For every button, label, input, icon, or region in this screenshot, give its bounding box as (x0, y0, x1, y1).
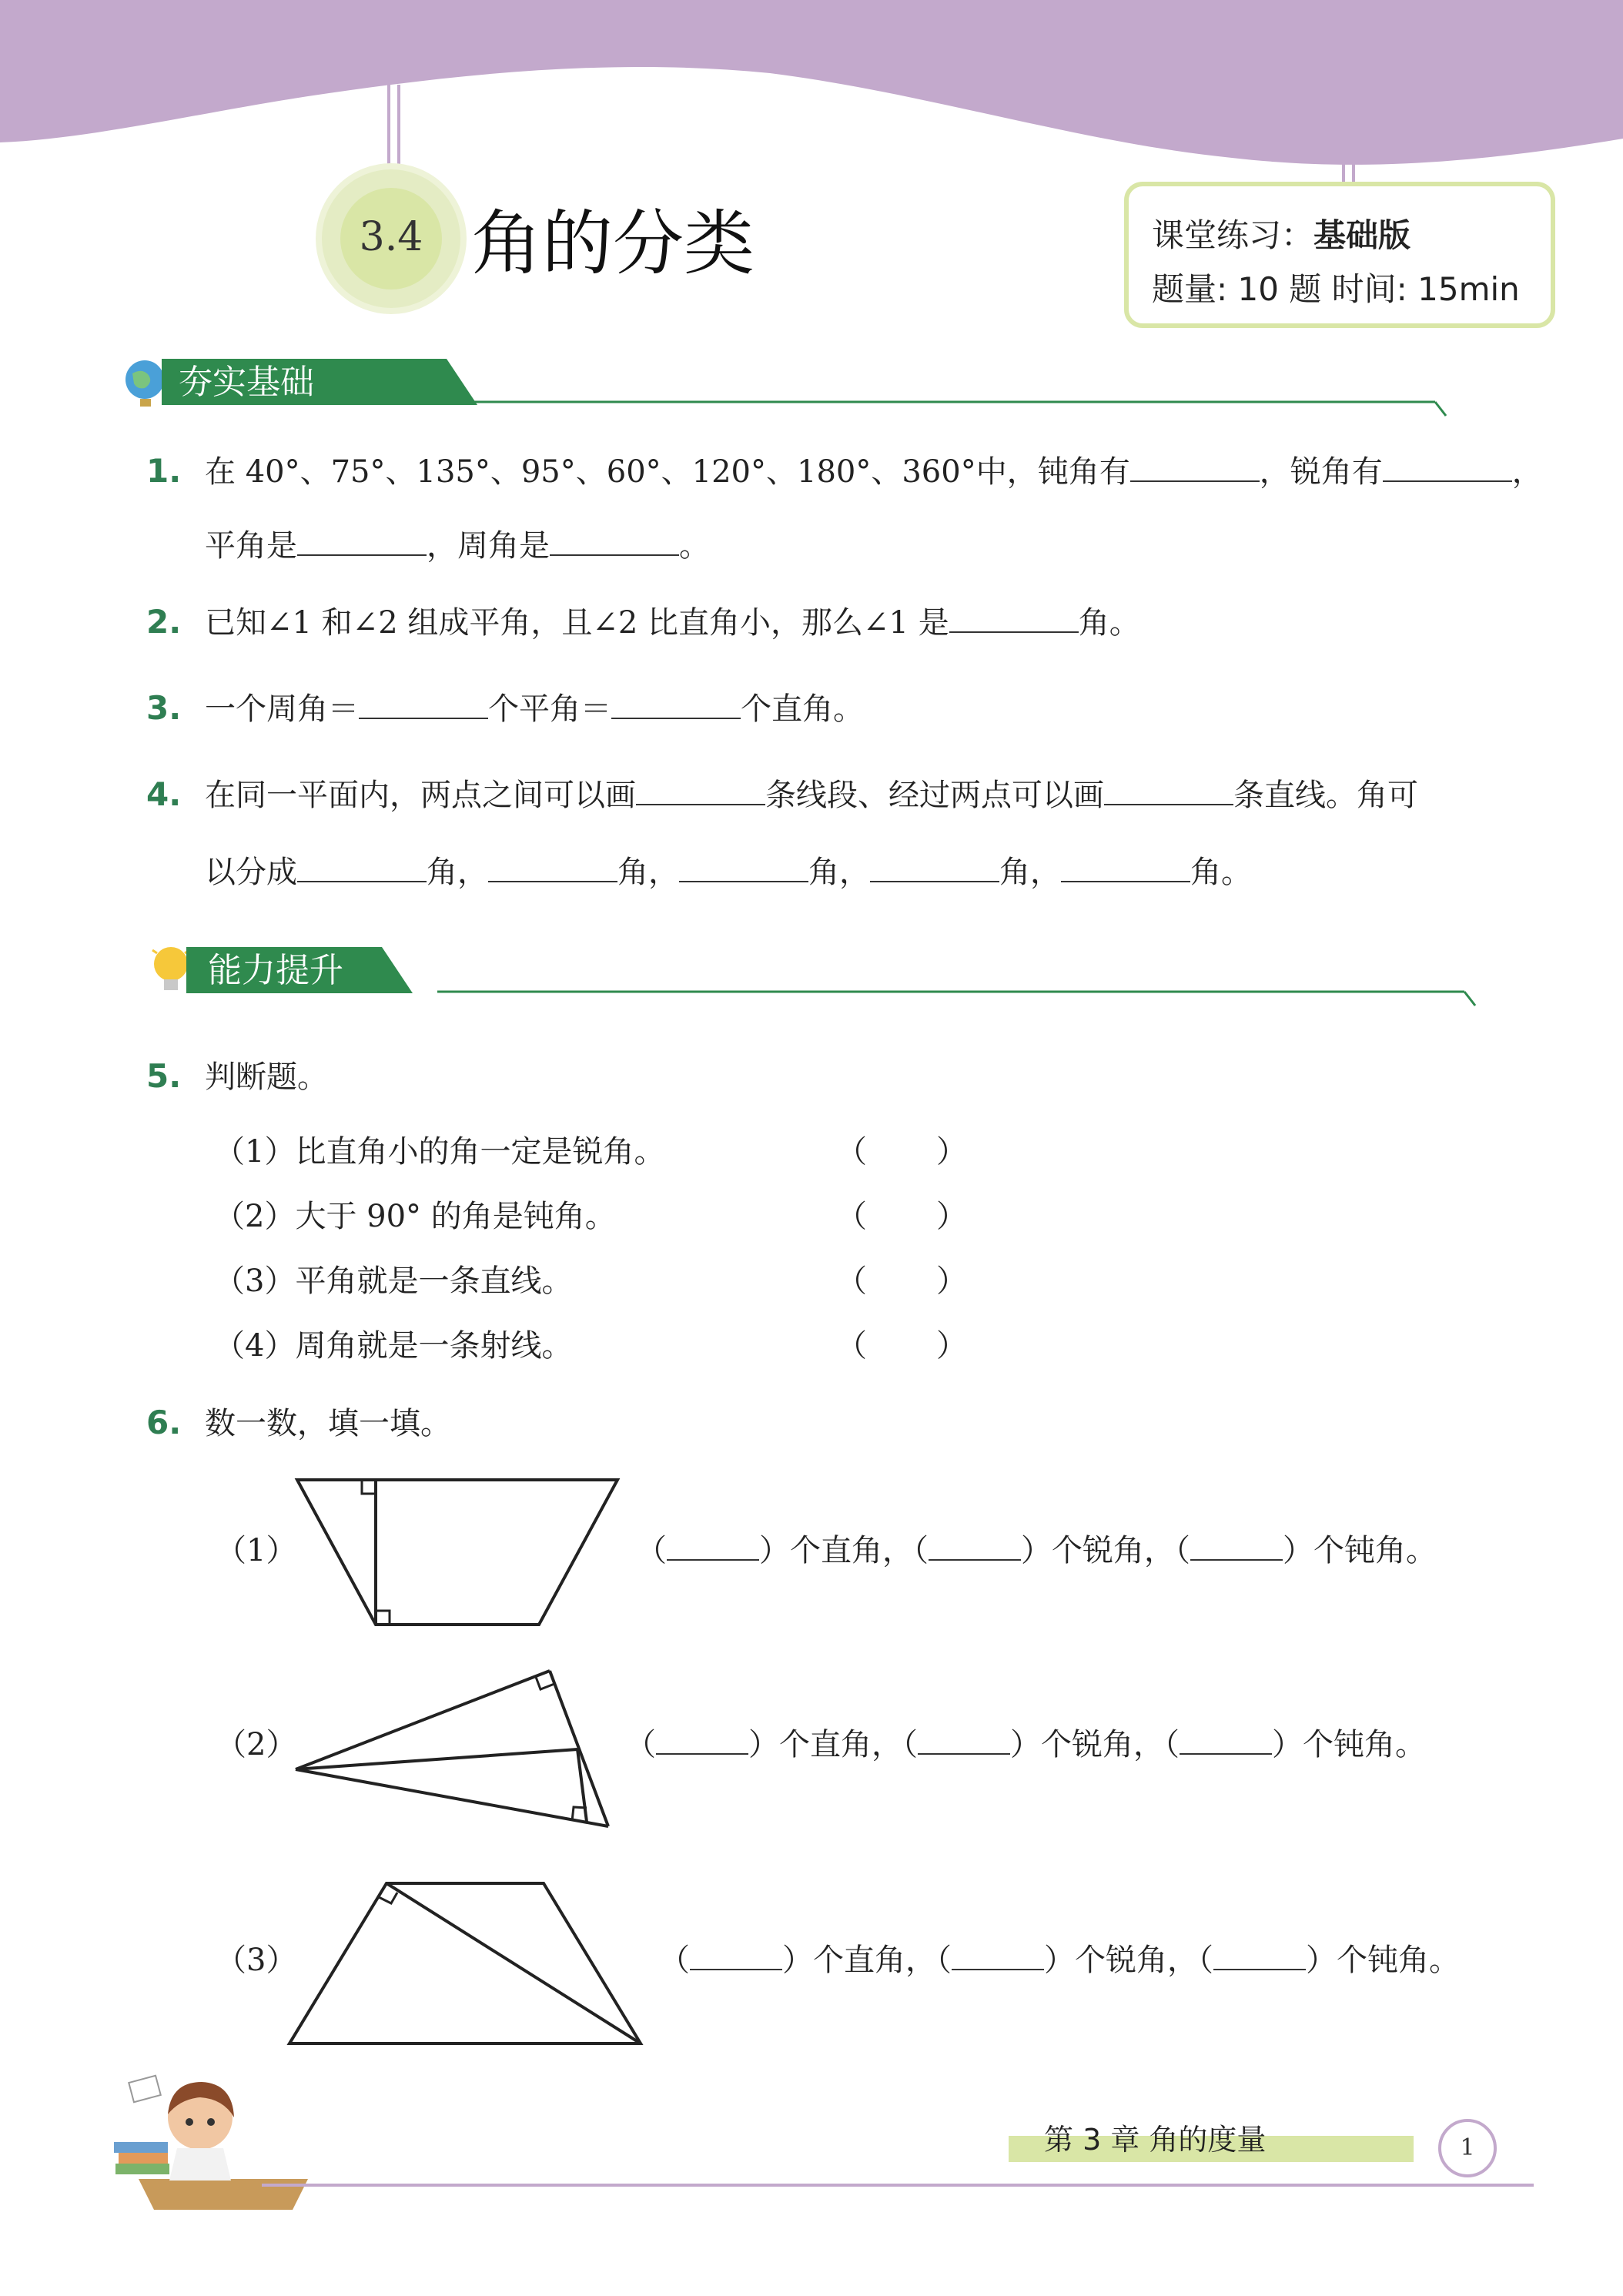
page-number-badge (1438, 2119, 1497, 2177)
question-number: 1. (146, 452, 182, 490)
answer-blank[interactable] (636, 773, 765, 805)
tf-item-1: （1）比直角小的角一定是锐角。 (214, 1134, 665, 1170)
answer-blank[interactable] (656, 1724, 748, 1755)
answer-blank[interactable] (550, 524, 679, 556)
figure-3-trapezoid (285, 1871, 654, 2056)
student-illustration (108, 2048, 323, 2217)
section-number-badge (316, 163, 467, 314)
practice-meta: 题量: 10 题 时间: 15min (1152, 270, 1520, 308)
question-5-title: 判断题。 (205, 1059, 328, 1095)
answer-blank[interactable] (952, 1940, 1044, 1970)
figure-1-trapezoid (285, 1463, 639, 1640)
figure-1-label: （1） (216, 1533, 297, 1568)
figure-2-label: （2） (216, 1727, 297, 1762)
figure-2-answers: （ ）个直角，（ ）个锐角，（ ）个钝角。 (625, 1723, 1426, 1766)
answer-blank[interactable] (1190, 1530, 1283, 1561)
answer-blank[interactable] (297, 524, 427, 556)
question-3: 3. 一个周角＝ 个平角＝ 个直角。 (146, 687, 864, 731)
answer-blank[interactable] (359, 687, 488, 719)
question-4-line-2: 以分成 角， 角， 角， 角， 角。 (205, 850, 1252, 894)
question-number: 5. (146, 1057, 182, 1095)
practice-level: 基础版 (1313, 216, 1411, 254)
answer-blank[interactable] (1180, 1724, 1272, 1755)
question-6 (146, 1401, 451, 1445)
top-banner (0, 0, 1623, 200)
answer-blank[interactable] (667, 1530, 759, 1561)
globe-icon (123, 354, 166, 408)
answer-blank[interactable] (690, 1940, 782, 1970)
answer-blank[interactable] (297, 850, 427, 882)
practice-info-box (1124, 182, 1555, 328)
footer-rule (262, 2184, 1534, 2187)
question-1-line-2: 平角是 ，周角是 。 (205, 524, 710, 567)
question-6-title: 数一数，填一填。 (205, 1406, 451, 1441)
tf-item-4: （4）周角就是一条射线。 (214, 1328, 573, 1364)
answer-blank[interactable] (1383, 450, 1512, 482)
tf-item-3: （3）平角就是一条直线。 (214, 1263, 573, 1299)
answer-blank[interactable] (679, 850, 808, 882)
lightbulb-icon (151, 942, 191, 993)
question-4: 4. 在同一平面内，两点之间可以画 条线段、经过两点可以画 条直线。角可 (146, 773, 1418, 817)
question-1: 1. 在 40°、75°、135°、95°、60°、120°、180°、360°中，钝角有 ，锐角有 ， (146, 450, 1543, 494)
figure-1-answers: （ ）个直角，（ ）个锐角，（ ）个钝角。 (636, 1529, 1437, 1572)
tf-answer-box-4[interactable]: （ ） (836, 1328, 967, 1364)
figure-2-triangles (285, 1655, 624, 1840)
section-advanced-header (151, 942, 1491, 1012)
section-basic-header (123, 354, 1463, 423)
figure-3-answers: （ ）个直角，（ ）个锐角，（ ）个钝角。 (659, 1939, 1460, 1982)
answer-blank[interactable] (929, 1530, 1021, 1561)
footer-chapter: 第 3 章 角的度量 (1044, 2123, 1267, 2157)
answer-blank[interactable] (949, 601, 1079, 633)
question-number: 2. (146, 603, 182, 641)
page-title: 角的分类 (471, 202, 755, 285)
tf-item-2: （2）大于 90° 的角是钝角。 (214, 1199, 616, 1234)
answer-blank[interactable] (611, 687, 741, 719)
practice-label: 课堂练习： (1152, 216, 1314, 254)
tf-answer-box-2[interactable]: （ ） (836, 1199, 967, 1234)
answer-blank[interactable] (1213, 1940, 1306, 1970)
tf-answer-box-3[interactable]: （ ） (836, 1263, 967, 1299)
answer-blank[interactable] (1104, 773, 1233, 805)
answer-blank[interactable] (488, 850, 617, 882)
answer-blank[interactable] (1061, 850, 1190, 882)
question-5 (146, 1055, 328, 1099)
answer-blank[interactable] (1130, 450, 1260, 482)
question-number: 6. (146, 1404, 182, 1441)
tf-answer-box-1[interactable]: （ ） (836, 1134, 967, 1170)
answer-blank[interactable] (870, 850, 999, 882)
section-number: 3.4 (359, 214, 423, 260)
question-number: 4. (146, 775, 182, 813)
question-number: 3. (146, 689, 182, 727)
page-number: 1 (1460, 2134, 1475, 2161)
section-basic-title: 夯实基础 (179, 363, 314, 402)
question-2: 2. 已知∠1 和∠2 组成平角，且∠2 比直角小，那么∠1 是 角。 (146, 601, 1140, 644)
figure-3-label: （3） (216, 1943, 297, 1978)
answer-blank[interactable] (918, 1724, 1010, 1755)
section-advanced-title: 能力提升 (208, 951, 343, 990)
